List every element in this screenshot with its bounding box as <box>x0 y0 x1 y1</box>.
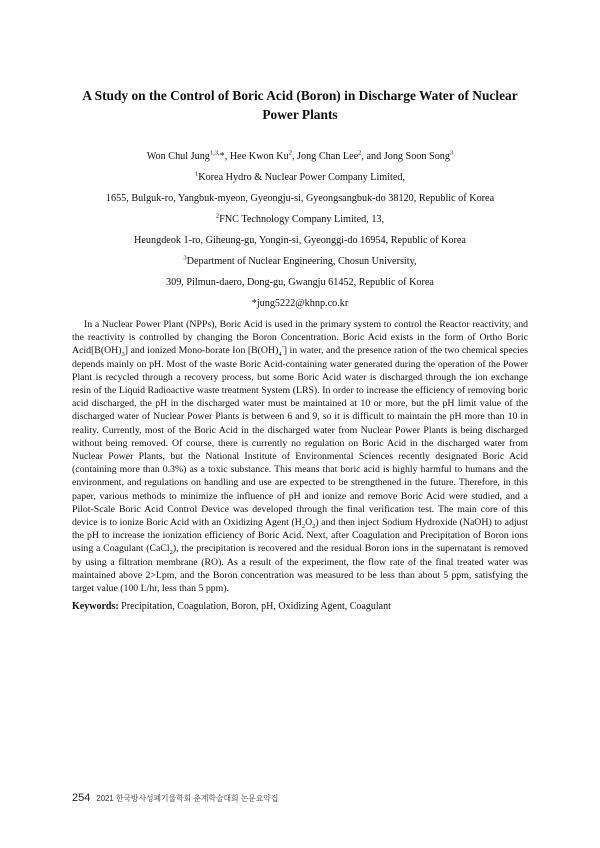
affiliation-1-address: 1655, Bulguk-ro, Yangbuk-myeon, Gyeongju-si, Gyeongsangbuk-do 38120, Republic of Korea <box>105 193 495 204</box>
page-footer <box>72 792 278 804</box>
author-2: , Hee Kwon Ku <box>224 151 289 162</box>
corresponding-mark: * <box>219 151 225 162</box>
author-3-affil: 2 <box>358 149 362 157</box>
author-4: , and Jong Soon Song <box>361 151 450 162</box>
author-line <box>40 150 560 163</box>
affiliation-2-address: Heungdeok 1-ro, Giheung-gu, Yongin-si, Gyeonggi-do 16954, Republic of Korea <box>134 235 466 246</box>
author-1-affil: 1,3, <box>209 149 220 157</box>
paper-title: A Study on the Control of Boric Acid (Boron) in Discharge Water of Nuclear Power Plants <box>82 88 518 122</box>
email: *jung5222@khnp.co.kr <box>251 298 349 309</box>
keywords-label: Keywords: <box>72 601 119 612</box>
abstract-body: In a Nuclear Power Plant (NPPs), Boric Acid is used in the primary system to control the Reactor reactivity, and the reactivity is controlled by changing the Boron Concentration. Boric Acid exists in the form of Ortho Boric $Acid[B(OH)_3]$ and ionized Mono-borate Ion $[B(OH)_4^-]$ in water, and the presence ration of the two chemical species depends mainly on pH. Most of the waste Boric Acid-containing water generated during the operation of the Power Plant is recycled through a recovery process, but some Boric Acid water is discharged through the ion exchange resin of the Liquid Radioactive waste treatment System (LRS). In order to increase the efficiency of removing boric acid discharged, the pH in the discharged water must be maintained at 10 or more, but the pH limit value of the discharged water of Nuclear Power Plants is between 6 and 9, so it is difficult to maintain the pH more than 10 in reality. Currently, most of the Boric Acid in the discharged water from Nuclear Power Plants is being discharged without being removed. Of course, there is currently no regulation on Boric Acid in the discharged water from Nuclear Power Plants, but the National Institute of Environmental Sciences recently designated Boric Acid (containing more than 0.3%) as a toxic substance. This means that boric acid is highly harmful to humans and the environment, and regulations on handling and use are expected to be strengthened in the future. Therefore, in this paper, various methods to minimize the influence of pH and ionize and remove Boric Acid were studied, and a Pilot-Scale Boric Acid Control Device was developed through the final verification test. The main core of this device is to ionize Boric Acid with an Oxidizing Agent $(H_2O_2)$ and then inject Sodium Hydroxide (NaOH) to adjust the pH to increase the ionization efficiency of Boric Acid. Next, after Coagulation and Precipitation of Boron ions using a Coagulant (CaCl$_2$), the precipitation is recovered and the residual Boron ions in the supernatant is removed by using a filtration membrane (RO). As a result of the experiment, the flow rate of the final treated water was maintained above 2>Lpm, and the Boron concentration was measured to be less than about 5 ppm, satisfying the target value (100 L/hr, less than 5 ppm). <box>72 319 528 595</box>
author-2-affil: 2 <box>288 149 292 157</box>
proceedings-title: 2021 한국방사성폐기물학회 춘계학술대회 논문요약집 <box>96 794 279 803</box>
author-3: , Jong Chan Lee <box>291 151 359 162</box>
affiliation-2-name: $^2$FNC Technology Company Limited, 13, <box>215 212 385 225</box>
affiliation-1-name: $^1$Korea Hydro & Nuclear Power Company Limited, <box>194 170 406 183</box>
keywords <box>72 600 528 613</box>
keywords-list: Precipitation, Coagulation, Boron, pH, Oxidizing Agent, Coagulant <box>121 601 391 612</box>
page-number: 254 <box>72 792 91 804</box>
author-4-affil: 3 <box>450 149 454 157</box>
affiliation-3-address: 309, Pilmun-daero, Dong-gu, Gwangju 61452, Republic of Korea <box>166 277 434 288</box>
affiliation-3-name: $^3$Department of Nuclear Engineering, Chosun University, <box>183 254 417 267</box>
author-1: Won Chul Jung <box>146 151 210 162</box>
